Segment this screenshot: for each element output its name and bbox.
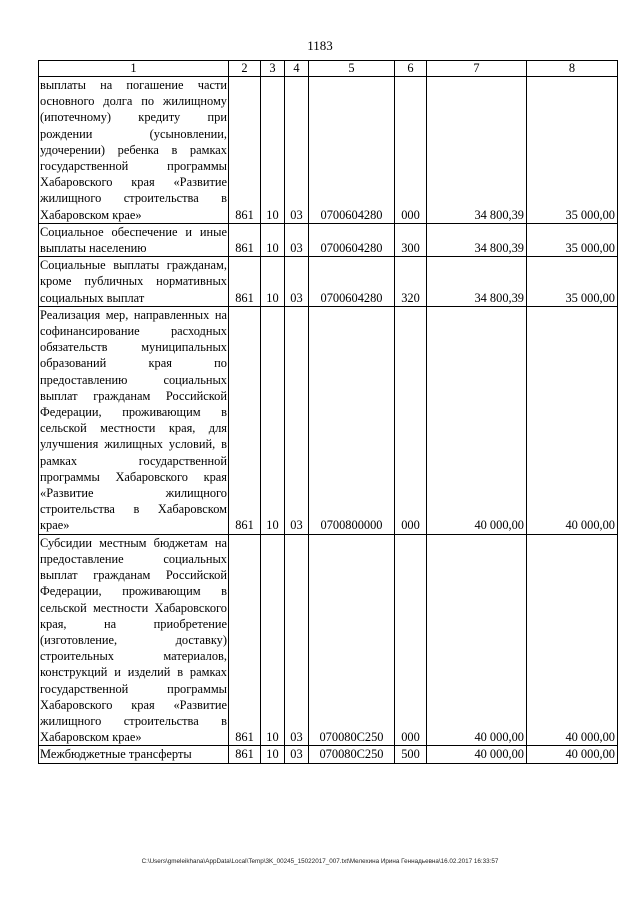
amount-col8: 35 000,00	[527, 257, 618, 307]
section-code: 10	[261, 257, 285, 307]
target-article: 0700604280	[309, 223, 395, 256]
column-header: 7	[427, 61, 527, 77]
expense-type: 300	[395, 223, 427, 256]
section-code: 10	[261, 77, 285, 224]
expense-type: 000	[395, 77, 427, 224]
section-code: 10	[261, 534, 285, 746]
row-description: Межбюджетные трансферты	[39, 746, 229, 763]
column-header: 5	[309, 61, 395, 77]
row-description: Реализация мер, направленных на софинансирование расходных обязательств муниципальных образований края по предоставлению социальных выплат гражданам Российской Федерации, проживающим в сельской местности края, для улучшения жилищных условий, в рамках государственной программы Хабаровского края «Развитие жилищного строительства в Хабаровском крае»	[40, 307, 227, 533]
amount-col8: 35 000,00	[527, 77, 618, 224]
footer-file-path: C:\Users\gmeleikhana\AppData\Local\Temp\3K_00245_15022017_007.txt\Мелехина Ирина Геннадьевна\16.02.2017 16:33:57	[141, 858, 499, 865]
column-header: 6	[395, 61, 427, 77]
page-number: 1183	[307, 38, 333, 53]
amount-col7: 40 000,00	[427, 306, 527, 534]
column-header: 3	[261, 61, 285, 77]
table-row	[39, 746, 618, 763]
expense-type: 000	[395, 306, 427, 534]
amount-col7: 34 800,39	[427, 257, 527, 307]
row-description: Социальное обеспечение и иные выплаты населению	[40, 224, 227, 256]
subsection-code: 03	[285, 223, 309, 256]
target-article: 070080С250	[309, 534, 395, 746]
section-code: 10	[261, 306, 285, 534]
amount-col7: 34 800,39	[427, 223, 527, 256]
amount-col7: 40 000,00	[427, 534, 527, 746]
table-row	[39, 77, 618, 224]
amount-col8: 40 000,00	[527, 534, 618, 746]
amount-col8: 35 000,00	[527, 223, 618, 256]
expense-type: 500	[395, 746, 427, 763]
column-header: 1	[39, 61, 229, 77]
subsection-code: 03	[285, 534, 309, 746]
subsection-code: 03	[285, 77, 309, 224]
subsection-code: 03	[285, 257, 309, 307]
target-article: 0700800000	[309, 306, 395, 534]
table-header-row	[39, 61, 618, 77]
column-header: 4	[285, 61, 309, 77]
table-row	[39, 257, 618, 307]
column-header: 2	[229, 61, 261, 77]
budget-table	[38, 60, 618, 764]
section-code: 10	[261, 223, 285, 256]
table-row	[39, 306, 618, 534]
ministry-code: 861	[229, 223, 261, 256]
row-description: выплаты на погашение части основного долга по жилищному (ипотечному) кредиту при рождении (усыновлении, удочерении) ребенка в рамках государственной программы Хабаровского края «Развитие жилищного строительства в Хабаровском крае»	[40, 78, 227, 222]
ministry-code: 861	[229, 257, 261, 307]
amount-col7: 34 800,39	[427, 77, 527, 224]
table-row	[39, 223, 618, 256]
row-description: Социальные выплаты гражданам, кроме публичных нормативных социальных выплат	[40, 258, 227, 305]
section-code: 10	[261, 746, 285, 763]
ministry-code: 861	[229, 306, 261, 534]
target-article: 070080С250	[309, 746, 395, 763]
amount-col7: 40 000,00	[427, 746, 527, 763]
table-row	[39, 534, 618, 746]
subsection-code: 03	[285, 306, 309, 534]
ministry-code: 861	[229, 77, 261, 224]
expense-type: 000	[395, 534, 427, 746]
column-header: 8	[527, 61, 618, 77]
ministry-code: 861	[229, 534, 261, 746]
target-article: 0700604280	[309, 77, 395, 224]
row-description: Субсидии местным бюджетам на предоставление социальных выплат гражданам Российской Федерации, проживающим в сельской местности Хабаровского края, на приобретение (изготовление, доставку) строительных материалов, конструкций и изделий в рамках государственной программы Хабаровского края «Развитие жилищного строительства в Хабаровском крае»	[40, 535, 227, 745]
target-article: 0700604280	[309, 257, 395, 307]
amount-col8: 40 000,00	[527, 746, 618, 763]
amount-col8: 40 000,00	[527, 306, 618, 534]
expense-type: 320	[395, 257, 427, 307]
subsection-code: 03	[285, 746, 309, 763]
ministry-code: 861	[229, 746, 261, 763]
